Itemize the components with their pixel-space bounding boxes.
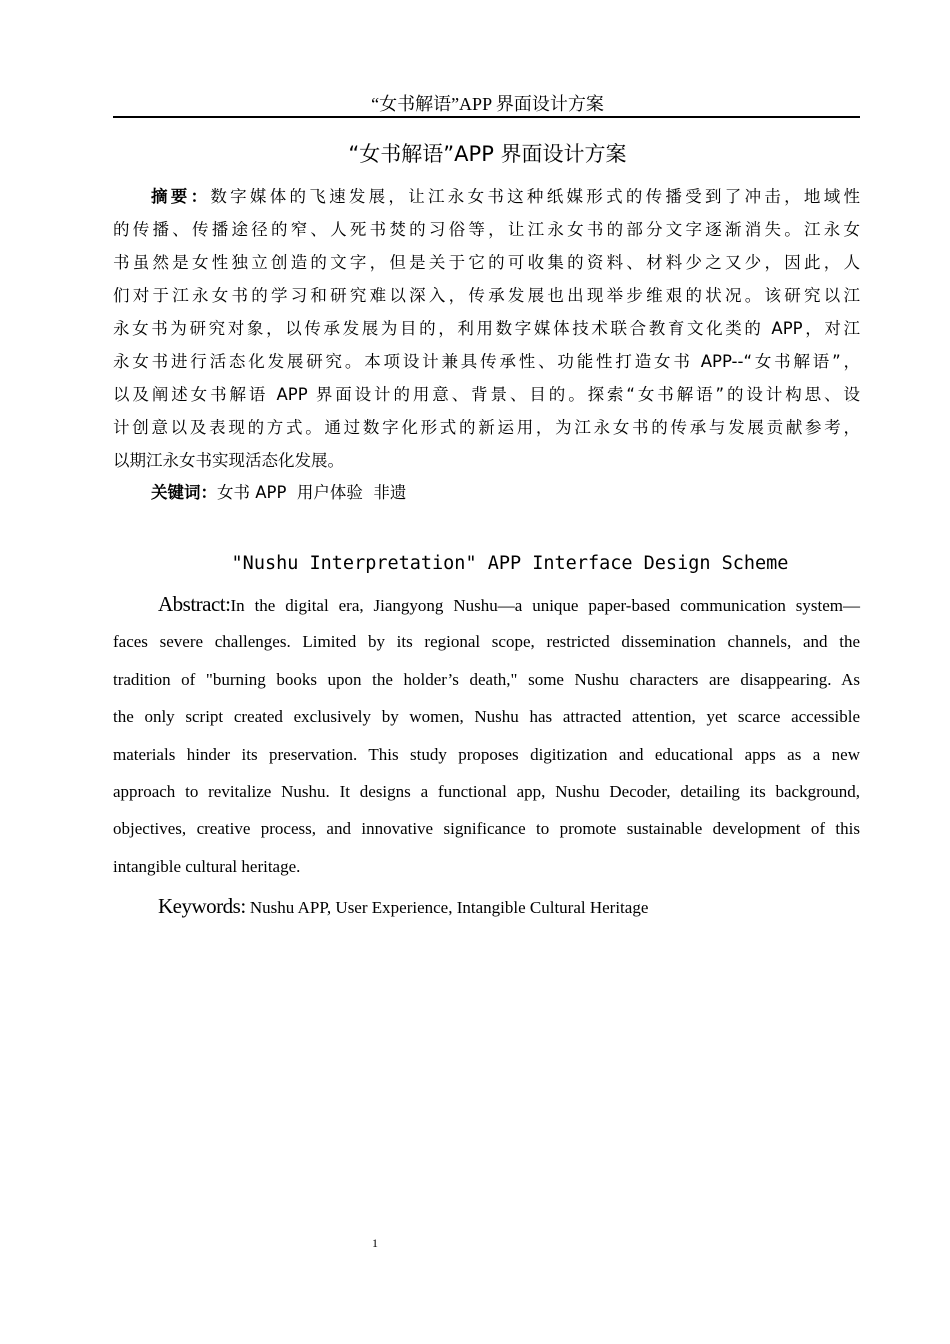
abstract-line: 书虽然是女性独立创造的文字，但是关于它的可收集的资料、材料少之又少，因此，人 [113, 253, 860, 272]
keywords-label: 关键词： [151, 483, 217, 502]
abstract-line: 计创意以及表现的方式。通过数字化形式的新运用，为江永女书的传承与发展贡献参考， [113, 418, 860, 437]
abstract-line: 永女书为研究对象，以传承发展为目的，利用数字媒体技术联合教育文化类的 APP，对江 [113, 319, 860, 338]
abstract-line: intangible cultural heritage. [113, 856, 301, 876]
header-rule [113, 116, 860, 118]
abstract-label: Abstract: [158, 592, 231, 616]
keywords-text: 女书 APP 用户体验 非遗 [217, 483, 407, 502]
abstract-line: materials hinder its preservation. This study proposes digitization and educational apps as a new [113, 744, 860, 764]
abstract-line: faces severe challenges. Limited by its regional scope, restricted dissemination channels, and the [113, 632, 860, 652]
english-title: "Nushu Interpretation" APP Interface Design Scheme [231, 553, 789, 574]
abstract-line [151, 180, 860, 213]
abstract-line: 们对于江永女书的学习和研究难以深入，传承发展也出现举步维艰的状况。该研究以江 [113, 286, 860, 305]
abstract-text: 数字媒体的飞速发展，让江永女书这种纸媒形式的传播受到了冲击，地域性 [210, 187, 861, 206]
abstract-line: 的传播、传播途径的窄、人死书焚的习俗等，让江永女书的部分文字逐渐消失。江永女 [113, 220, 860, 239]
keywords-line [158, 888, 860, 925]
abstract-line: 以期江永女书实现活态化发展。 [113, 451, 344, 470]
abstract-line: tradition of "burning books upon the holder’s death," some Nushu characters are disappearing. As [113, 669, 860, 689]
keywords-label: Keywords: [158, 894, 246, 918]
abstract-label: 摘要： [151, 187, 211, 206]
abstract-line: the only script created exclusively by women, Nushu has attracted attention, yet scarce accessible [113, 707, 860, 727]
keywords-text: Nushu APP, User Experience, Intangible Cultural Heritage [245, 898, 649, 917]
abstract-line: objectives, creative process, and innovative significance to promote sustainable development of this [113, 819, 860, 839]
abstract-line [158, 586, 860, 623]
keywords-line [151, 476, 860, 509]
abstract-line: 以及阐述女书解语 APP 界面设计的用意、背景、目的。探索“女书解语”的设计构思、设 [113, 385, 860, 404]
abstract-line: 永女书进行活态化发展研究。本项设计兼具传承性、功能性打造女书 APP--“女书解语”， [113, 352, 860, 371]
abstract-text: In the digital era, Jiangyong Nushu—a unique paper-based communication system— [230, 596, 860, 615]
page-title: “女书解语”APP 界面设计方案 [348, 142, 627, 166]
abstract-line: approach to revitalize Nushu. It designs a functional app, Nushu Decoder, detailing its background, [113, 782, 860, 801]
page-number: 1 [372, 1236, 378, 1250]
running-header: “女书解语”APP 界面设计方案 [371, 94, 604, 114]
